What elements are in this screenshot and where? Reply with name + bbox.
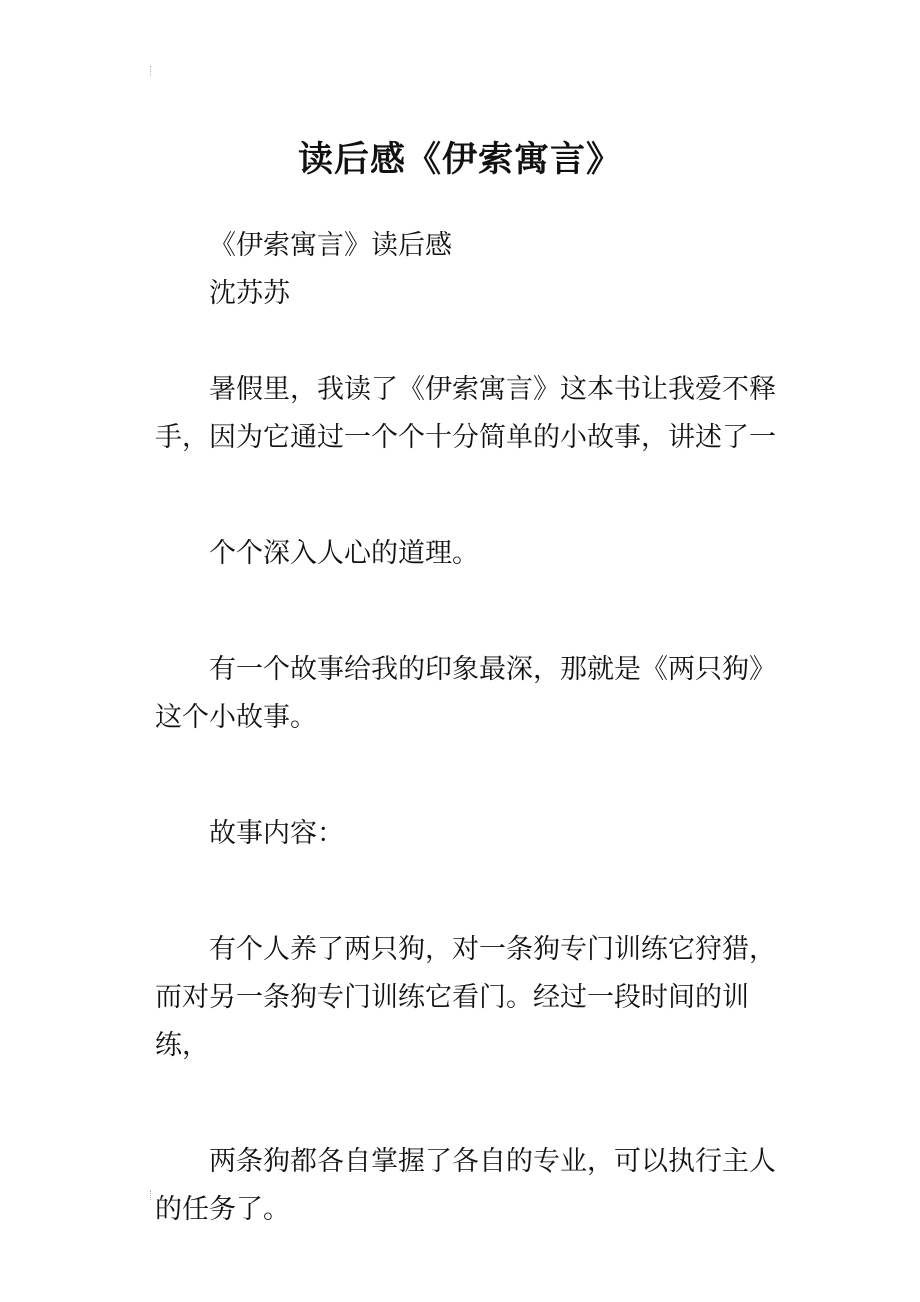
document-title: 读后感《伊索寓言》 xyxy=(297,140,622,181)
paragraph-favorite-story: 有一个故事给我的印象最深，那就是《两只狗》这个小故事。 xyxy=(155,654,776,733)
paragraph-story-heading: 故事内容： xyxy=(209,818,344,849)
paragraph-intro-continued: 个个深入人心的道理。 xyxy=(209,538,479,569)
page-corner-mark-top xyxy=(150,66,155,76)
page-corner-mark-bottom xyxy=(150,1190,155,1200)
paragraph-story-content: 有个人养了两只狗，对一条狗专门训练它狩猎，而对另一条狗专门训练它看门。经过一段时间的训练， xyxy=(155,934,776,1061)
paragraph-story-conclusion: 两条狗都各自掌握了各自的专业，可以执行主人的任务了。 xyxy=(155,1146,776,1225)
author-line: 沈苏苏 xyxy=(209,278,290,309)
paragraph-intro: 暑假里，我读了《伊索寓言》这本书让我爱不释手，因为它通过一个个十分简单的小故事，讲述了一 xyxy=(155,374,776,453)
document-body xyxy=(155,222,785,1234)
book-title-line: 《伊索寓言》读后感 xyxy=(209,230,452,261)
